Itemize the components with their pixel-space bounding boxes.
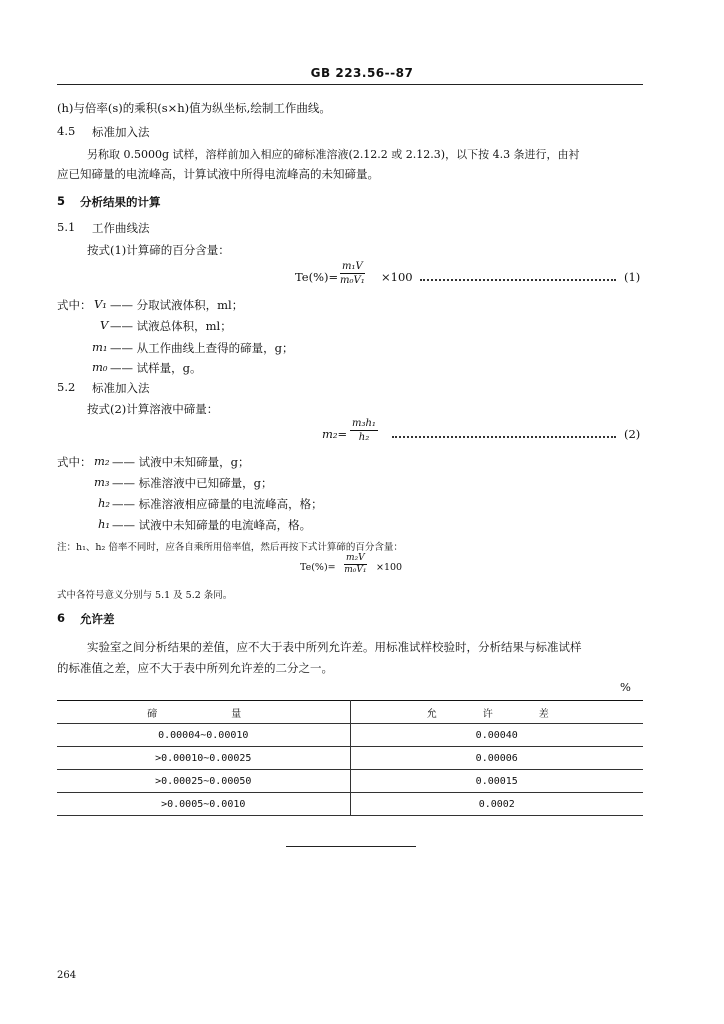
- table-cell-range: >0.00025~0.00050: [57, 770, 350, 793]
- section-5-1-title: 工作曲线法: [92, 221, 150, 235]
- section-6-para-line2: 的标准值之差，应不大于表中所列允许差的二分之一。: [57, 661, 333, 675]
- section-5-2-lead: 按式(2)计算溶液中碲量：: [87, 402, 219, 416]
- def-8-text: —— 试液中未知碲量的电流峰高，格。: [112, 518, 312, 532]
- table-row: [57, 793, 643, 816]
- end-of-standard-rule: [286, 846, 416, 847]
- table-row: [57, 770, 643, 793]
- table-cell-tolerance: 0.00015: [475, 775, 518, 787]
- formula-1-tail: ×100: [381, 270, 413, 284]
- table-header-tolerance: 允 许 差: [426, 708, 567, 720]
- table-row: [57, 724, 643, 747]
- def-3-sym: m₁: [92, 340, 108, 354]
- where-prefix-2: 式中：: [57, 455, 92, 469]
- def-5-sym: m₂: [94, 454, 110, 468]
- formula-1-fraction: [340, 260, 365, 287]
- table-row: [57, 747, 643, 770]
- section-4-5-para-line2: 应已知碲量的电流峰高，计算试液中所得电流峰高的未知碲量。: [57, 167, 379, 181]
- header-rule: [57, 84, 643, 85]
- note-text: 注：h₁、h₂ 倍率不同时，应各自乘所用倍率值，然后再按下式计算碲的百分含量：: [57, 542, 403, 553]
- section-4-5-title: 标准加入法: [92, 125, 150, 139]
- where-prefix-1: 式中：: [57, 298, 92, 312]
- section-6-number: 6: [57, 611, 66, 625]
- standard-number-header: GB 223.56--87: [310, 66, 414, 80]
- def-1-text: —— 分取试液体积，ml；: [110, 298, 244, 312]
- section-5-title: 分析结果的计算: [80, 195, 161, 209]
- formula-2-leader: [392, 436, 616, 438]
- table-unit: %: [620, 680, 631, 694]
- formula-1-lhs: Te(%)=: [295, 270, 339, 284]
- table-cell-range: >0.00010~0.00025: [57, 747, 350, 770]
- note-formula-numerator: m₂V: [346, 553, 365, 563]
- formula-2-fraction: [350, 417, 378, 444]
- note-formula-lhs: Te(%)=: [300, 562, 336, 573]
- section-4-5-number: 4.5: [57, 124, 76, 138]
- def-6-sym: m₃: [94, 475, 110, 489]
- def-5-text: —— 试液中未知碲量，g；: [112, 455, 250, 469]
- def-2-sym: V: [100, 318, 109, 332]
- formula-1-numerator: m₁V: [340, 260, 365, 274]
- table-cell-range: 0.00004~0.00010: [57, 724, 350, 747]
- section-5-1-number: 5.1: [57, 220, 76, 234]
- section-6-para-line1: 实验室之间分析结果的差值，应不大于表中所列允许差。用标准试样校验时，分析结果与标准试样: [87, 640, 582, 654]
- formula-1-number: (1): [624, 270, 641, 284]
- formula-2-denominator: h₂: [358, 432, 370, 443]
- formula-2-lhs: m₂=: [322, 427, 348, 441]
- section-5-number: 5: [57, 194, 66, 208]
- def-6-text: —— 标准溶液中已知碲量，g；: [112, 476, 273, 490]
- def-4-text: —— 试样量，g。: [110, 361, 202, 375]
- def-3-text: —— 从工作曲线上查得的碲量，g；: [110, 341, 294, 355]
- section-5-2-title: 标准加入法: [92, 381, 150, 395]
- table-cell-tolerance: 0.00006: [475, 752, 518, 764]
- def-7-text: —— 标准溶液相应碲量的电流峰高，格；: [112, 497, 323, 511]
- formula-2-number: (2): [624, 427, 641, 441]
- table-cell-tolerance: 0.0002: [478, 798, 515, 810]
- note-formula-fraction: [344, 553, 367, 576]
- note-formula-tail: ×100: [376, 562, 403, 573]
- section-6-title: 允许差: [80, 612, 115, 626]
- after-note-text: 式中各符号意义分别与 5.1 及 5.2 条同。: [57, 590, 233, 601]
- note-formula-denominator: m₀V₁: [344, 565, 367, 575]
- table-header-tellurium: 碲 量: [57, 701, 350, 724]
- def-8-sym: h₁: [98, 517, 111, 531]
- table-cell-range: >0.0005~0.0010: [57, 793, 350, 816]
- def-1-sym: V₁: [94, 297, 107, 311]
- def-2-text: —— 试液总体积，ml；: [110, 319, 232, 333]
- def-4-sym: m₀: [92, 360, 108, 374]
- page-number: 264: [57, 970, 77, 981]
- section-4-5-para-line1: 另称取 0.5000g 试样，溶样前加入相应的碲标准溶液(2.12.2 或 2.12.3)，以下按 4.3 条进行，由衬: [87, 148, 580, 161]
- formula-2-numerator: m₃h₁: [352, 418, 376, 429]
- formula-1-denominator: m₀V₁: [340, 275, 365, 286]
- def-7-sym: h₂: [98, 496, 111, 510]
- tolerance-table: [57, 700, 643, 816]
- table-cell-tolerance: 0.00040: [475, 729, 518, 741]
- table-header-row: [57, 701, 643, 724]
- intro-line: (h)与倍率(s)的乘积(s×h)值为纵坐标,绘制工作曲线。: [57, 101, 331, 115]
- section-5-2-number: 5.2: [57, 380, 76, 394]
- section-5-1-lead: 按式(1)计算碲的百分含量：: [87, 243, 230, 257]
- formula-1-leader: [420, 279, 616, 281]
